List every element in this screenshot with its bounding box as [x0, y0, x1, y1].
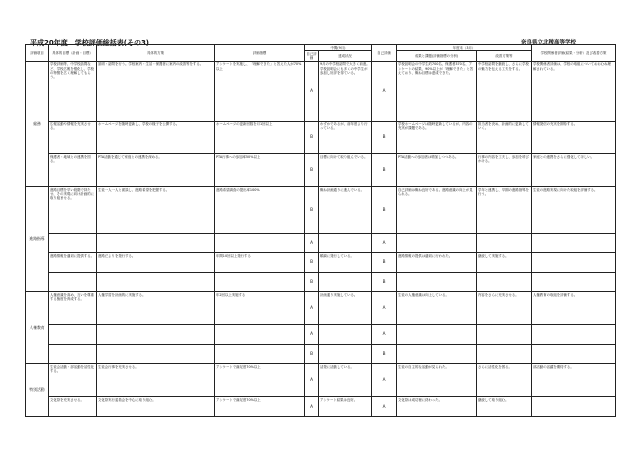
table-row: [26, 121, 616, 154]
cell-mid-status: アンケート結果は良好。: [319, 397, 372, 417]
cell-result: [397, 272, 477, 292]
cell-metric: アンケートで満足度70%以上: [215, 397, 305, 417]
cell-result: 学校ホームページは随時更新しているが、内容の充実が課題である。: [397, 121, 477, 154]
table-row: [26, 154, 616, 187]
cell-plan-next: 継続して実施する。: [477, 253, 532, 273]
cell-result: [397, 233, 477, 253]
cell-mid-eval: B: [305, 272, 319, 292]
table-row: [26, 233, 616, 253]
cell-outside: 人権教育の取組を評価する。: [532, 292, 616, 325]
cell-result: PTA活動への参加者は増加しつつある。: [397, 154, 477, 187]
cell-result: 自己評価は概ね良好である。進路意識の向上が見られる。: [397, 187, 477, 233]
cell-goal: [49, 325, 97, 345]
cell-result: [397, 344, 477, 364]
cell-metric: [215, 325, 305, 345]
cell-plan-next: さらに活性化を図る。: [477, 364, 532, 397]
col-area: 評価項目: [26, 45, 49, 62]
evaluation-table: [25, 44, 616, 417]
cell-outside: 部活動の活躍を期待する。: [532, 364, 616, 397]
table-row: [26, 292, 616, 325]
cell-mid-status: 概ね計画通りに進んでいる。: [319, 187, 372, 233]
cell-metric: 進路希望調査の提出率100%: [215, 187, 305, 233]
cell-metric: 年2回以上実施する: [215, 292, 305, 325]
col-mid-eval: 自己評価: [306, 51, 317, 61]
cell-self-eval: B: [372, 253, 397, 273]
cell-mid-status: 9月の中学校訪問で大きく前進。学校説明会にも多くの中学生が参加し好評を得ている。: [319, 61, 372, 121]
col-mid-status: 達成状況: [319, 51, 372, 62]
cell-goal: 生徒会活動・部活動を活性化する。: [49, 364, 97, 397]
cell-self-eval: B: [372, 272, 397, 292]
cell-outside: [532, 253, 616, 273]
col-year-group: 年度末（3月）: [397, 45, 532, 51]
cell-plan: 進路だよりを発行する。: [97, 253, 215, 273]
cell-goal: 進路目標を早い段階で持たせ、その実現に向け計画的に取り組ませる。: [49, 187, 97, 233]
cell-goal: 進路情報を適切に提供する。: [49, 253, 97, 273]
table-row: [26, 187, 616, 233]
cell-mid-status: [319, 344, 372, 364]
cell-mid-eval: A: [305, 364, 319, 397]
table-row: [26, 325, 616, 345]
table-row: [26, 397, 616, 417]
cell-plan-next: [477, 272, 532, 292]
cell-metric: 年間10回以上発行する: [215, 253, 305, 273]
cell-mid-eval: B: [305, 121, 319, 154]
cell-mid-eval: B: [305, 154, 319, 187]
cell-goal: 人権意識を高め、互いを尊重する態度を育成する。: [49, 292, 97, 325]
cell-plan-next: 行事の内容を工夫し、参加を呼びかける。: [477, 154, 532, 187]
cell-mid-eval: A: [305, 233, 319, 253]
cell-self-eval: A: [372, 61, 397, 121]
cell-mid-status: [319, 325, 372, 345]
cell-plan-next: [477, 344, 532, 364]
cell-mid-eval: B: [305, 344, 319, 364]
cell-goal: [49, 272, 97, 292]
cell-result: 生徒の自主的な活動が見られた。: [397, 364, 477, 397]
col-outside: 学校関係者評価(結果・分析）及び改善方策: [532, 45, 616, 62]
row-area: 進路指導: [26, 187, 49, 292]
school-name: 奈良県立北稜高等学校: [521, 40, 577, 46]
col-self-eval: 自己評価: [372, 45, 397, 62]
cell-goal: 学校評価等、中学校訪問など、学校広報を強化し、学校の特徴を広く理解してもらう。: [49, 61, 97, 121]
cell-plan: 生徒一人一人と面談し、進路希望を把握する。: [97, 187, 215, 233]
table-row: [26, 61, 616, 121]
cell-mid-eval: B: [305, 253, 319, 273]
table-row: [26, 253, 616, 273]
col-metric: 評価指標: [215, 45, 305, 62]
cell-plan: 説明・訪問を行う。学校案内・生活・保護者に案内の改善等をする。: [97, 61, 215, 121]
cell-plan-next: 継続して取り組む。: [477, 397, 532, 417]
cell-mid-status: [319, 233, 372, 253]
col-plan-next: 改善方策等: [477, 51, 532, 62]
cell-plan: [97, 233, 215, 253]
col-goal: 具体的目標（計画・目標）: [49, 45, 97, 62]
cell-outside: 情報発信の充実を期待する。: [532, 121, 616, 154]
cell-outside: 家庭との連携をさらに強化してほしい。: [532, 154, 616, 187]
cell-mid-status: 計画通り実施している。: [319, 292, 372, 325]
cell-plan: PTA活動を通じて家庭との連携を深める。: [97, 154, 215, 187]
cell-plan: 生徒会行事を充実させる。: [97, 364, 215, 397]
col-plan: 具体的方策: [97, 45, 215, 62]
cell-plan-next: [477, 233, 532, 253]
cell-self-eval: A: [372, 397, 397, 417]
row-area: 特別活動: [26, 364, 49, 417]
table-row: [26, 364, 616, 397]
cell-self-eval: B: [372, 154, 397, 187]
table-row: [26, 272, 616, 292]
cell-outside: [532, 397, 616, 417]
cell-metric: PTA行事への参加率50%以上: [215, 154, 305, 187]
cell-plan-next: 担当者を決め、計画的に更新していく。: [477, 121, 532, 154]
cell-result: 進路情報の提供は適切に行われた。: [397, 253, 477, 273]
cell-result: 生徒の人権意識は向上している。: [397, 292, 477, 325]
cell-plan-next: 内容をさらに充実させる。: [477, 292, 532, 325]
cell-result: 文化祭は成功裡に終わった。: [397, 397, 477, 417]
cell-plan: 文化祭実行委員会を中心に取り組む。: [97, 397, 215, 417]
cell-self-eval: B: [372, 187, 397, 233]
cell-outside: [532, 272, 616, 292]
col-mid-group: 中間(9月): [305, 45, 372, 51]
cell-outside: [532, 233, 616, 253]
cell-result: [397, 325, 477, 345]
cell-result: 学校説明会の中学生約700名、保護者370名、アンケートの結果、90%以上が「理解できた」と答えており、概ね目標は達成できた。: [397, 61, 477, 121]
cell-mid-eval: A: [305, 325, 319, 345]
cell-plan: ホームページを随時更新し、学校の様子を公開する。: [97, 121, 215, 154]
cell-mid-status: 活発に活動している。: [319, 364, 372, 397]
cell-goal: 文化祭を充実させる。: [49, 397, 97, 417]
col-result: 成果と課題(評価指標の分析): [397, 51, 477, 62]
row-area: 総務: [26, 61, 49, 186]
cell-mid-eval: A: [305, 397, 319, 417]
cell-plan: [97, 272, 215, 292]
cell-mid-status: わずかであるが、前年度より行っている。: [319, 121, 372, 154]
cell-self-eval: B: [372, 121, 397, 154]
cell-mid-status: 目標に向けて取り組んでいる。: [319, 154, 372, 187]
cell-metric: アンケートで満足度70%以上: [215, 364, 305, 397]
cell-outside: 生徒の進路実現に向けた取組を評価する。: [532, 187, 616, 233]
page-title: 平成20年度 学校評価総括表(その3): [30, 39, 150, 47]
cell-metric: [215, 344, 305, 364]
cell-self-eval: A: [372, 364, 397, 397]
cell-goal: 広報活動や情報を充実させる。: [49, 121, 97, 154]
cell-goal: 保護者・地域との連携を図る。: [49, 154, 97, 187]
cell-plan: [97, 325, 215, 345]
cell-goal: [49, 233, 97, 253]
cell-plan-next: [477, 325, 532, 345]
cell-metric: [215, 233, 305, 253]
cell-mid-eval: A: [305, 61, 319, 121]
cell-self-eval: A: [372, 233, 397, 253]
cell-metric: ホームページの更新回数を月1回以上: [215, 121, 305, 154]
cell-outside: 学校関係者評価は、学校の取組についておおむね理解されている。: [532, 61, 616, 121]
cell-self-eval: B: [372, 344, 397, 364]
table-row: [26, 344, 616, 364]
cell-mid-status: [319, 272, 372, 292]
cell-metric: [215, 272, 305, 292]
cell-plan: 人権学習を計画的に実施する。: [97, 292, 215, 325]
cell-self-eval: A: [372, 292, 397, 325]
cell-goal: [49, 344, 97, 364]
cell-outside: [532, 344, 616, 364]
cell-plan-next: 学年と連携し、早期の進路指導を行う。: [477, 187, 532, 233]
cell-plan: [97, 344, 215, 364]
cell-mid-eval: A: [305, 292, 319, 325]
cell-outside: [532, 325, 616, 345]
cell-self-eval: A: [372, 325, 397, 345]
cell-mid-status: 順調に発行している。: [319, 253, 372, 273]
row-area: 人権教育: [26, 292, 49, 364]
cell-plan-next: 中学校訪問を継続し、さらに学校の魅力を伝える工夫をする。: [477, 61, 532, 121]
cell-mid-eval: B: [305, 187, 319, 233]
cell-metric: アンケートを実施し、「理解できた」と答えた人が70%以上: [215, 61, 305, 121]
